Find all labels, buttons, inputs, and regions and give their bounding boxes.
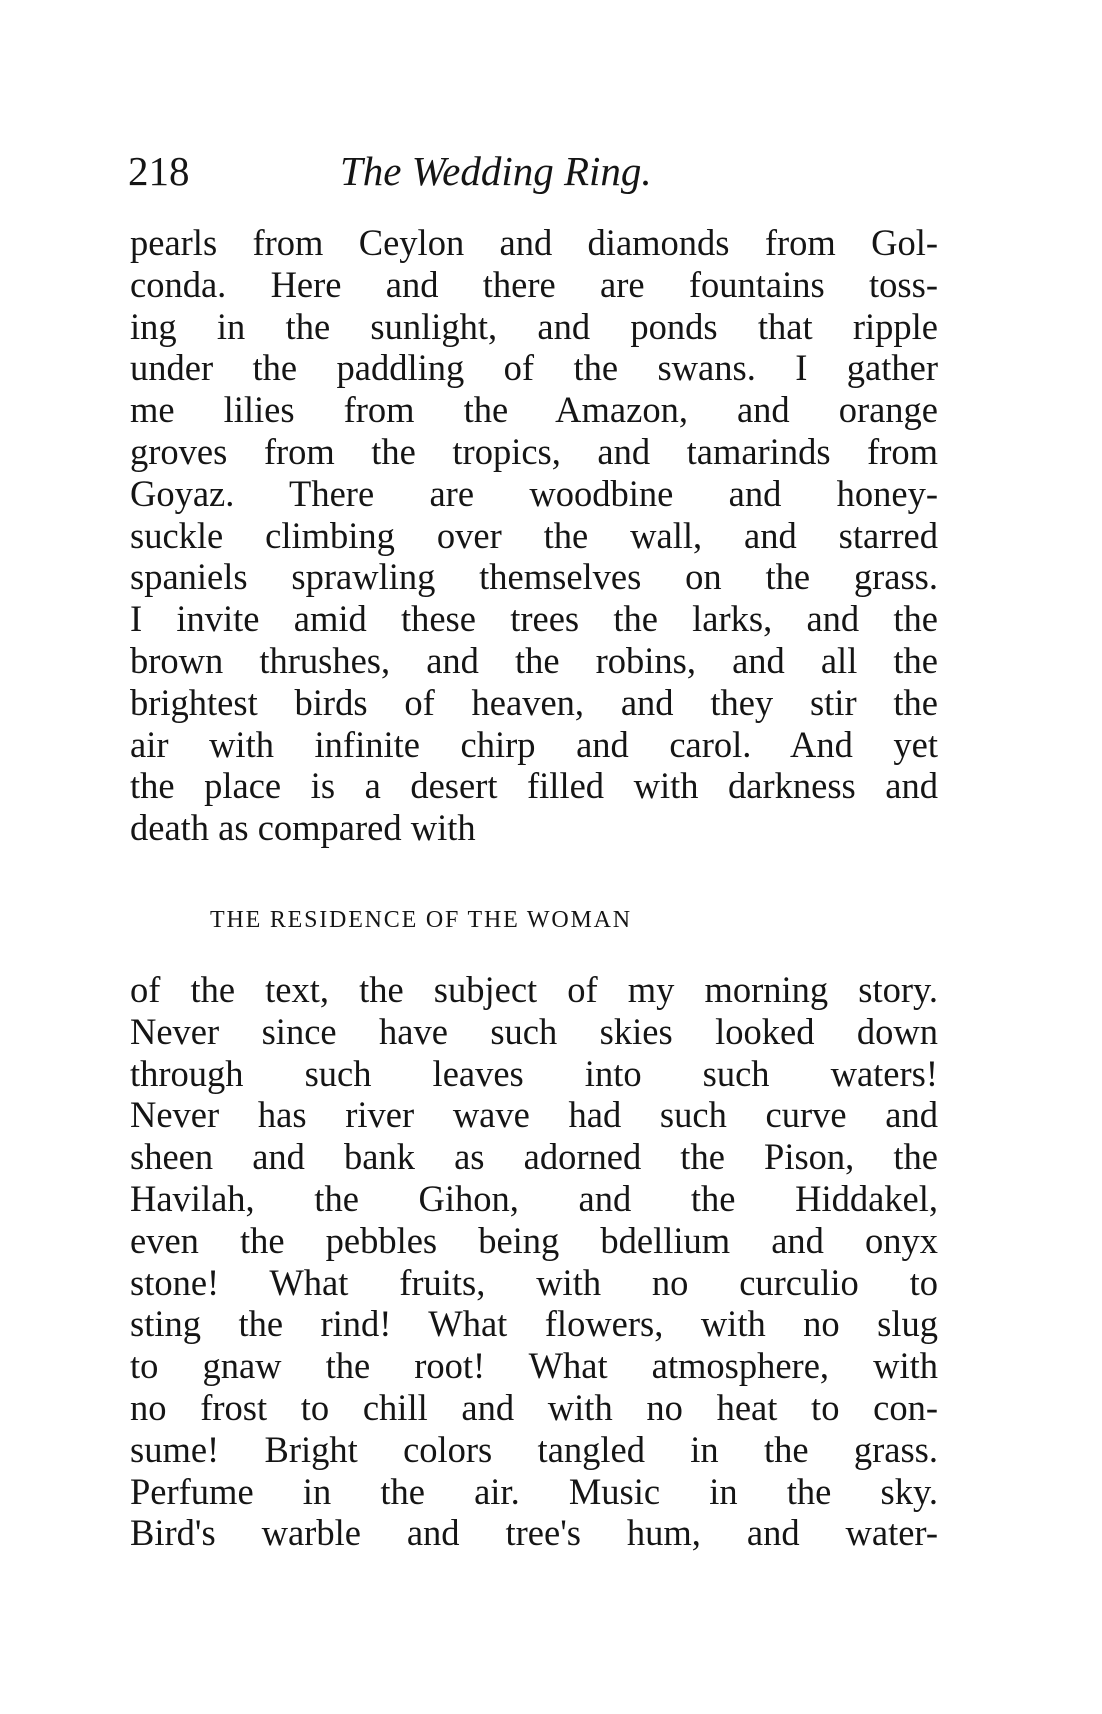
text-line: under the paddling of the swans. I gather [130, 347, 938, 389]
text-line: brown thrushes, and the robins, and all the [130, 639, 938, 681]
text-line: me lilies from the Amazon, and orange [130, 389, 938, 431]
paragraph-one [130, 222, 938, 849]
text-line: Never has river wave had such curve and [130, 1094, 938, 1136]
text-line: sheen and bank as adorned the Pison, the [130, 1136, 938, 1178]
text-line: even the pebbles being bdellium and onyx [130, 1219, 938, 1261]
text-line: suckle climbing over the wall, and starred [130, 514, 938, 556]
section-heading: THE RESIDENCE OF THE WOMAN [210, 907, 632, 933]
text-line: no frost to chill and with no heat to con- [130, 1386, 938, 1428]
text-line: Never since have such skies looked down [130, 1010, 938, 1052]
text-line: Bird's warble and tree's hum, and water- [130, 1512, 938, 1554]
paragraph-two [130, 969, 938, 1554]
text-line: ing in the sunlight, and ponds that ripple [130, 305, 938, 347]
page-number: 218 [128, 148, 190, 194]
running-head [128, 141, 928, 201]
text-line: sting the rind! What flowers, with no slug [130, 1303, 938, 1345]
text-line: Perfume in the air. Music in the sky. [130, 1470, 938, 1512]
text-line: air with infinite chirp and carol. And yet [130, 723, 938, 765]
text-line: spaniels sprawling themselves on the grass. [130, 556, 938, 598]
text-line: of the text, the subject of my morning story. [130, 969, 938, 1010]
text-line: sume! Bright colors tangled in the grass. [130, 1428, 938, 1470]
running-title: The Wedding Ring. [340, 148, 652, 194]
text-line: groves from the tropics, and tamarinds from [130, 430, 938, 472]
text-line: through such leaves into such waters! [130, 1052, 938, 1094]
text-line: conda. Here and there are fountains toss- [130, 263, 938, 305]
text-line: the place is a desert filled with darkness and [130, 765, 938, 807]
text-line: brightest birds of heaven, and they stir the [130, 681, 938, 723]
text-line: death as compared with [130, 807, 476, 849]
text-line: I invite amid these trees the larks, and the [130, 598, 938, 640]
text-line: pearls from Ceylon and diamonds from Gol- [130, 222, 938, 263]
text-line: Havilah, the Gihon, and the Hiddakel, [130, 1177, 938, 1219]
text-line: Goyaz. There are woodbine and honey- [130, 472, 938, 514]
text-line: to gnaw the root! What atmosphere, with [130, 1345, 938, 1387]
text-line: stone! What fruits, with no curculio to [130, 1261, 938, 1303]
